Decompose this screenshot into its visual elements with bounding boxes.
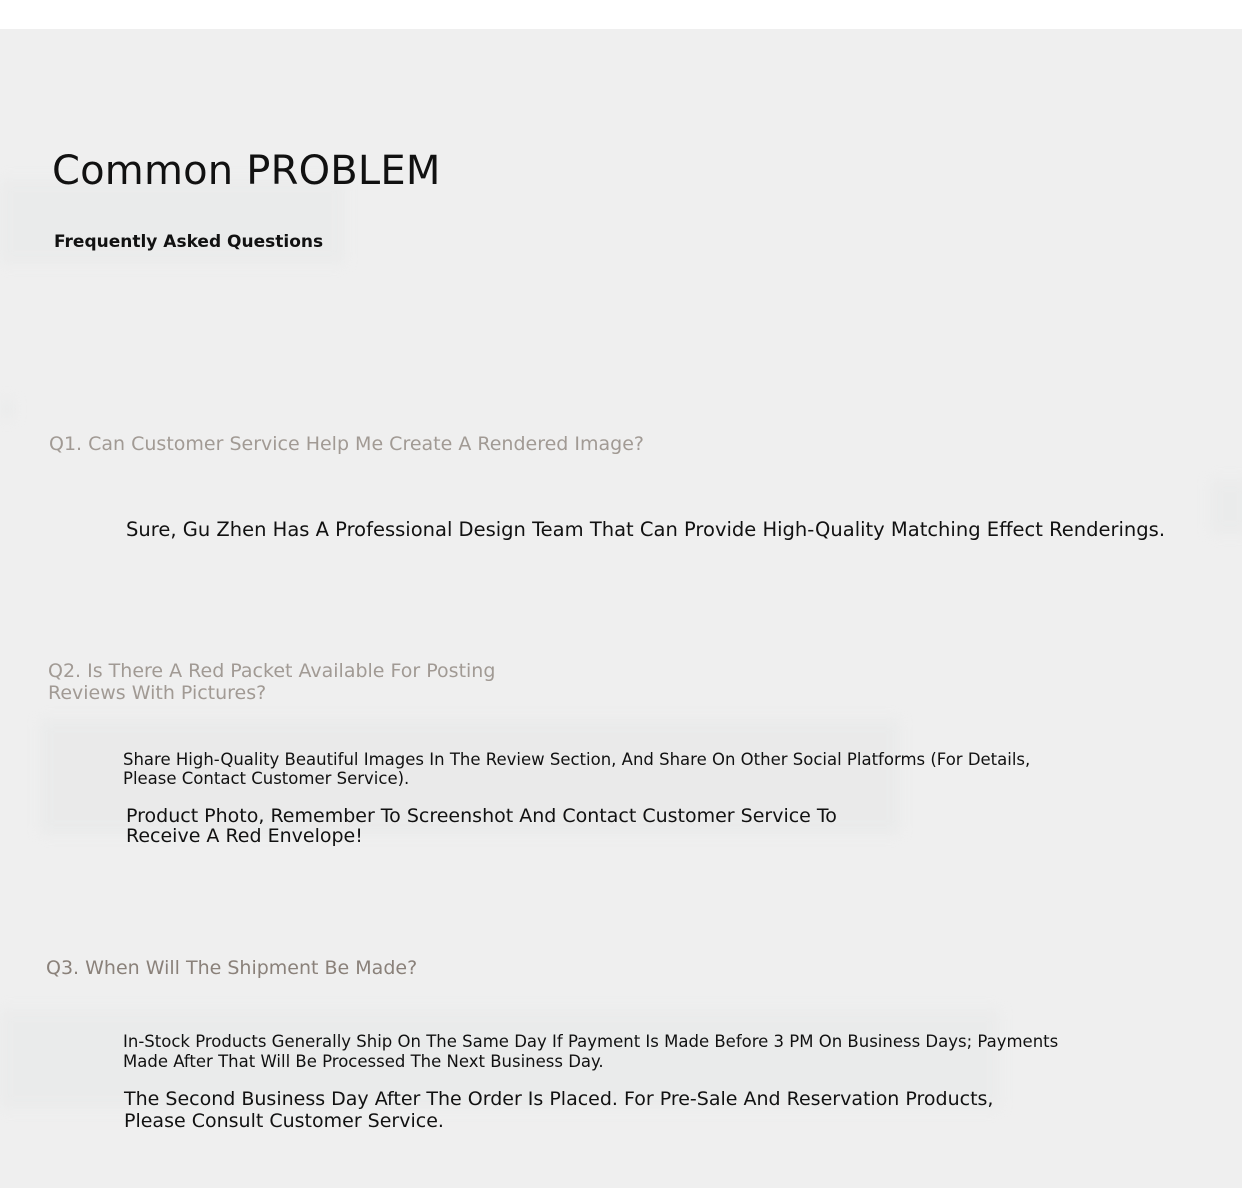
faq-question-3: Q3. When Will The Shipment Be Made? bbox=[46, 957, 418, 979]
faq-panel bbox=[0, 29, 1242, 1188]
faq-answer-3-line-2: The Second Business Day After The Order Is Placed. For Pre-Sale And Reservation Products, Please Consult Customer Service. bbox=[124, 1088, 994, 1132]
background-shade bbox=[1210, 479, 1242, 534]
faq-answer-2-line-1: Share High-Quality Beautiful Images In The Review Section, And Share On Other Social Platforms (For Details, Please Contact Customer Service). bbox=[123, 750, 1031, 788]
page-subtitle: Frequently Asked Questions bbox=[54, 232, 324, 252]
faq-answer-3-line-1: In-Stock Products Generally Ship On The Same Day If Payment Is Made Before 3 PM On Business Days; Payments Made After That Will Be Processed The Next Business Day. bbox=[123, 1032, 1059, 1071]
faq-answer-2-line-2: Product Photo, Remember To Screenshot And Contact Customer Service To Receive A Red Envelope! bbox=[126, 805, 837, 847]
faq-question-1: Q1. Can Customer Service Help Me Create A Rendered Image? bbox=[49, 433, 644, 455]
faq-question-2: Q2. Is There A Red Packet Available For Posting Reviews With Pictures? bbox=[48, 660, 496, 704]
page-title: Common PROBLEM bbox=[52, 148, 441, 194]
background-shade bbox=[0, 399, 14, 419]
faq-answer-1: Sure, Gu Zhen Has A Professional Design Team That Can Provide High-Quality Matching Effect Renderings. bbox=[126, 518, 1166, 541]
